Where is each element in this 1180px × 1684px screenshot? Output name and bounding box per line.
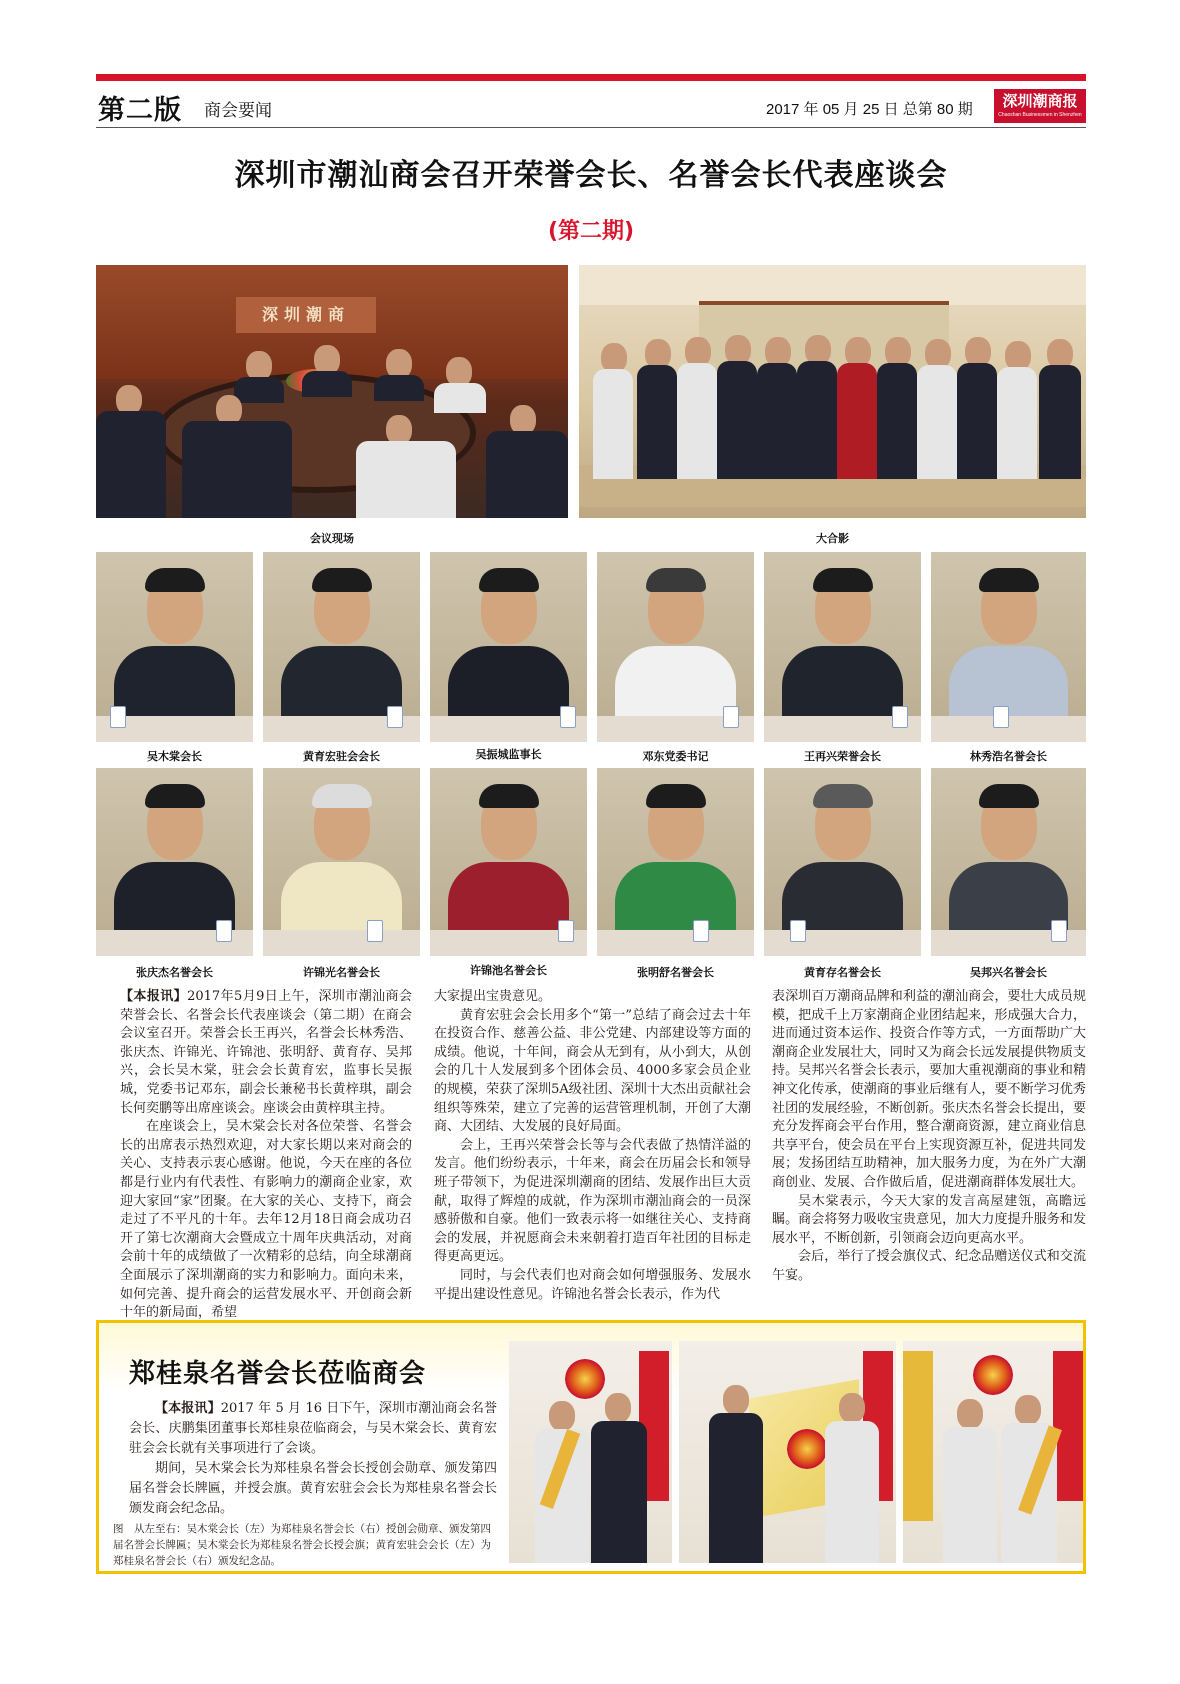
attendee — [96, 411, 166, 518]
emblem-icon — [973, 1355, 1013, 1395]
portrait-cup — [110, 706, 126, 728]
portrait-caption: 许锦池名誉会长 — [470, 964, 547, 977]
portrait-desk — [597, 930, 754, 956]
portrait-hair — [813, 784, 873, 808]
portrait-cup — [723, 706, 739, 728]
portrait-caption: 黄育存名誉会长 — [804, 966, 881, 979]
caption-group: 大合影 — [816, 532, 849, 545]
portrait-caption: 王再兴荣誉会长 — [804, 750, 881, 763]
attendee — [723, 1385, 749, 1415]
portrait-hair — [646, 784, 706, 808]
group-ceiling — [579, 265, 1086, 305]
portrait-photo — [931, 552, 1086, 742]
ceremony-photo-gift — [903, 1341, 1083, 1563]
attendee — [943, 1427, 997, 1563]
portrait-hair — [312, 568, 372, 592]
portrait-photo — [597, 768, 754, 956]
portrait-photo — [96, 768, 253, 956]
attendee — [877, 363, 917, 479]
portrait-cup — [560, 706, 576, 728]
portrait-cup — [1051, 920, 1067, 942]
attendee — [234, 377, 284, 403]
attendee — [709, 1413, 763, 1563]
portrait-hair — [979, 568, 1039, 592]
flag-red — [1053, 1351, 1083, 1501]
second-story-text — [129, 1399, 497, 1519]
portrait-cup — [693, 920, 709, 942]
attendee — [182, 421, 292, 518]
attendee — [825, 1421, 879, 1563]
attendee — [593, 369, 633, 479]
article-tag: 【本报讯】 — [120, 989, 188, 1004]
attendee — [997, 367, 1037, 479]
portrait-hair — [145, 784, 205, 808]
attendee — [677, 363, 717, 479]
portrait-caption: 张明舒名誉会长 — [637, 966, 714, 979]
caption-meeting: 会议现场 — [310, 532, 354, 545]
portrait-hair — [979, 784, 1039, 808]
second-story-paragraph: 期间，吴木棠会长为郑桂泉名誉会长授创会勋章、颁发第四届名誉会长牌匾，并授会旗。黄育宏驻会会长为郑桂泉名誉会长颁发商会纪念品。 — [129, 1461, 497, 1516]
section-number: 第二版 — [98, 95, 182, 126]
attendee — [549, 1401, 575, 1431]
portrait-cup — [892, 706, 908, 728]
attendee — [797, 361, 837, 479]
portrait-photo — [96, 552, 253, 742]
portrait-caption: 林秀浩名誉会长 — [970, 750, 1047, 763]
second-story-caption: 图 从左至右：吴木棠会长（左）为郑桂泉名誉会长（右）授创会勋章、颁发第四届名誉会长牌匾；吴木棠会长为郑桂泉名誉会长授会旗；黄育宏驻会会长（左）为郑桂泉名誉会长（右）颁发纪念品。 — [113, 1523, 491, 1567]
article-column-3 — [772, 988, 1086, 1286]
attendee — [356, 441, 456, 518]
portrait-cup — [216, 920, 232, 942]
attendee — [1039, 365, 1081, 479]
top-red-rule — [96, 74, 1086, 81]
article-paragraph: 黄育宏驻会会长用多个“第一”总结了商会过去十年在投资合作、慈善公益、非公党建、内部建设等方面的成绩。他说，十年间，商会从无到有，从小到大，从创会的几十人发展到多个团体会员、4000多家会员企业的规模，荣获了深圳5A级社团、深圳十大杰出贡献社会组织等殊荣，建立了完善的运营管理机制，开创了大潮商、大团结、大发展的良好局面。 — [434, 1007, 751, 1135]
attendee — [917, 365, 957, 479]
ceremony-photo-flag — [679, 1341, 896, 1563]
portrait-hair — [646, 568, 706, 592]
attendee — [757, 363, 797, 479]
attendee — [637, 365, 677, 479]
article-paragraph: 会后，举行了授会旗仪式、纪念品赠送仪式和交流午宴。 — [772, 1249, 1086, 1283]
attendee — [839, 1393, 865, 1423]
ceremony-photo-medal — [509, 1341, 672, 1563]
article-column-1 — [120, 988, 412, 1323]
emblem-icon — [565, 1359, 605, 1399]
attendee — [434, 383, 486, 413]
portrait-photo — [764, 768, 921, 956]
meeting-sign: 深圳潮商 — [236, 297, 376, 333]
article-paragraph: 在座谈会上，吴木棠会长对各位荣誉、名誉会长的出席表示热烈欢迎，对大家长期以来对商会的关心、支持表示衷心感谢。他说，今天在座的各位都是行业内有代表性、有影响力的潮商企业家，欢迎大家回“家”团聚。在大家的关心、支持下，商会走过了不平凡的十年。去年12月18日商会成功召开了第七次潮商大会暨成立十周年庆典活动，对商会前十年的成绩做了一次精彩的总结，向全球潮商全面展示了深圳潮商的实力和影响力。面向未来，如何完善、提升商会的运营发展水平、开创商会新十年的新局面，希望 — [120, 1119, 412, 1321]
portrait-hair — [813, 568, 873, 592]
portrait-caption: 黄育宏驻会会长 — [303, 750, 380, 763]
article-lead-text: 2017年5月9日上午，深圳市潮汕商会荣誉会长、名誉会长代表座谈会（第二期）在商会会议室召开。荣誉会长王再兴，名誉会长林秀浩、张庆杰、许锦光、许锦池、张明舒、黄育存、吴邦兴，会长吴木棠，驻会会长黄育宏，监事长吴振城，党委书记邓东，副会长兼秘书长黄梓琪，副会长何奕鹏等出席座谈会。座谈会由黄梓琪主持。 — [120, 989, 412, 1116]
second-story-paragraph — [129, 1399, 497, 1459]
attendee — [717, 361, 757, 479]
masthead-logo — [994, 89, 1086, 123]
portrait-photo — [263, 768, 420, 956]
portrait-cup — [790, 920, 806, 942]
article-paragraph: 同时，与会代表们也对商会如何增强服务、发展水平提出建设性意见。许锦池名誉会长表示，作为代 — [434, 1267, 751, 1302]
second-story-lead: 2017 年 5 月 16 日下午，深圳市潮汕商会名誉会长、庆鹏集团董事长郑桂泉莅临商会，与吴木棠会长、黄育宏驻会会长就有关事项进行了会谈。 — [129, 1401, 497, 1456]
portrait-caption: 吴邦兴名誉会长 — [970, 966, 1047, 979]
masthead-cn: 深圳潮商报 — [1002, 92, 1078, 110]
portrait-photo — [430, 552, 587, 742]
portrait-cup — [993, 706, 1009, 728]
portrait-cup — [387, 706, 403, 728]
portrait-photo — [931, 768, 1086, 956]
second-story-box — [96, 1320, 1086, 1574]
portrait-photo — [597, 552, 754, 742]
attendee — [605, 1393, 631, 1423]
portrait-caption: 吴振城监事长 — [475, 748, 542, 761]
masthead-en: Chaoshan Businessmen in Shenzhen — [998, 112, 1082, 118]
attendee — [486, 431, 568, 518]
portrait-hair — [145, 568, 205, 592]
portrait-photo — [430, 768, 587, 956]
portrait-hair — [312, 784, 372, 808]
article-paragraph: 大家提出宝贵意见。 — [434, 989, 552, 1004]
attendee — [374, 375, 424, 401]
main-headline: 深圳市潮汕商会召开荣誉会长、名誉会长代表座谈会 — [234, 158, 948, 193]
portrait-caption: 许锦光名誉会长 — [303, 966, 380, 979]
article-paragraph — [120, 988, 412, 1118]
main-subheadline: (第二期) — [547, 219, 635, 244]
flag-red — [903, 1351, 933, 1521]
attendee — [957, 363, 997, 479]
portrait-caption: 张庆杰名誉会长 — [136, 966, 213, 979]
portrait-caption: 邓东党委书记 — [642, 750, 709, 763]
emblem-icon — [787, 1429, 827, 1469]
portrait-hair — [479, 784, 539, 808]
attendee — [957, 1399, 983, 1429]
article-paragraph: 会上，王再兴荣誉会长等与会代表做了热情洋溢的发言。他们纷纷表示，十年来，商会在历届会长和领导班子带领下，为促进深圳潮商的团结、发展作出巨大贡献，取得了辉煌的成就，作为深圳市潮汕商会的一员深感骄傲和自豪。他们一致表示将一如继往关心、支持商会的发展，并祝愿商会未来朝着打造百年社团的目标走得更高更远。 — [434, 1137, 751, 1265]
attendee — [1015, 1395, 1041, 1425]
attendee — [837, 363, 877, 479]
article-paragraph: 吴木棠表示，今天大家的发言高屋建瓴，高瞻远瞩。商会将努力吸收宝贵意见，加大力度提升服务和发展水平，不断创新，引领商会迈向更高水平。 — [772, 1193, 1086, 1246]
header-divider — [96, 127, 1086, 128]
meeting-photo — [96, 265, 568, 518]
section-name: 商会要闻 — [204, 101, 272, 121]
article-column-2 — [434, 988, 751, 1304]
portrait-photo — [764, 552, 921, 742]
attendee — [302, 371, 352, 397]
portrait-hair — [479, 568, 539, 592]
second-story-title: 郑桂泉名誉会长莅临商会 — [129, 1359, 427, 1389]
second-story-tag: 【本报讯】 — [155, 1401, 221, 1416]
article-paragraph: 表深圳百万潮商品牌和利益的潮汕商会，要壮大成员规模，把成千上万家潮商企业团结起来，形成强大合力，进而通过资本运作、投资合作等方式，一方面帮助广大潮商企业发展壮大，同时又为商会长远发展提供物质支持。吴邦兴名誉会长表示，要加大重视潮商的事业和精神文化传承，使潮商的事业后继有人，要不断学习优秀社团的发展经验，不断创新。张庆杰名誉会长提出，要充分发挥商会平台作用，整合潮商资源，建立商业信息共享平台，使会员在平台上实现资源互补，促进共同发展；发扬团结互助精神，加大服务力度，为在外广大潮商创业、发展、合作做后盾，促进潮商群体发展壮大。 — [772, 989, 1086, 1190]
portrait-desk — [263, 930, 420, 956]
attendee — [591, 1421, 647, 1563]
portrait-photo — [263, 552, 420, 742]
group-photo — [579, 265, 1086, 518]
issue-date: 2017 年 05 月 25 日 总第 80 期 — [766, 101, 973, 118]
portrait-desk — [764, 930, 921, 956]
portrait-cup — [558, 920, 574, 942]
portrait-cup — [367, 920, 383, 942]
portrait-caption: 吴木棠会长 — [147, 750, 202, 763]
